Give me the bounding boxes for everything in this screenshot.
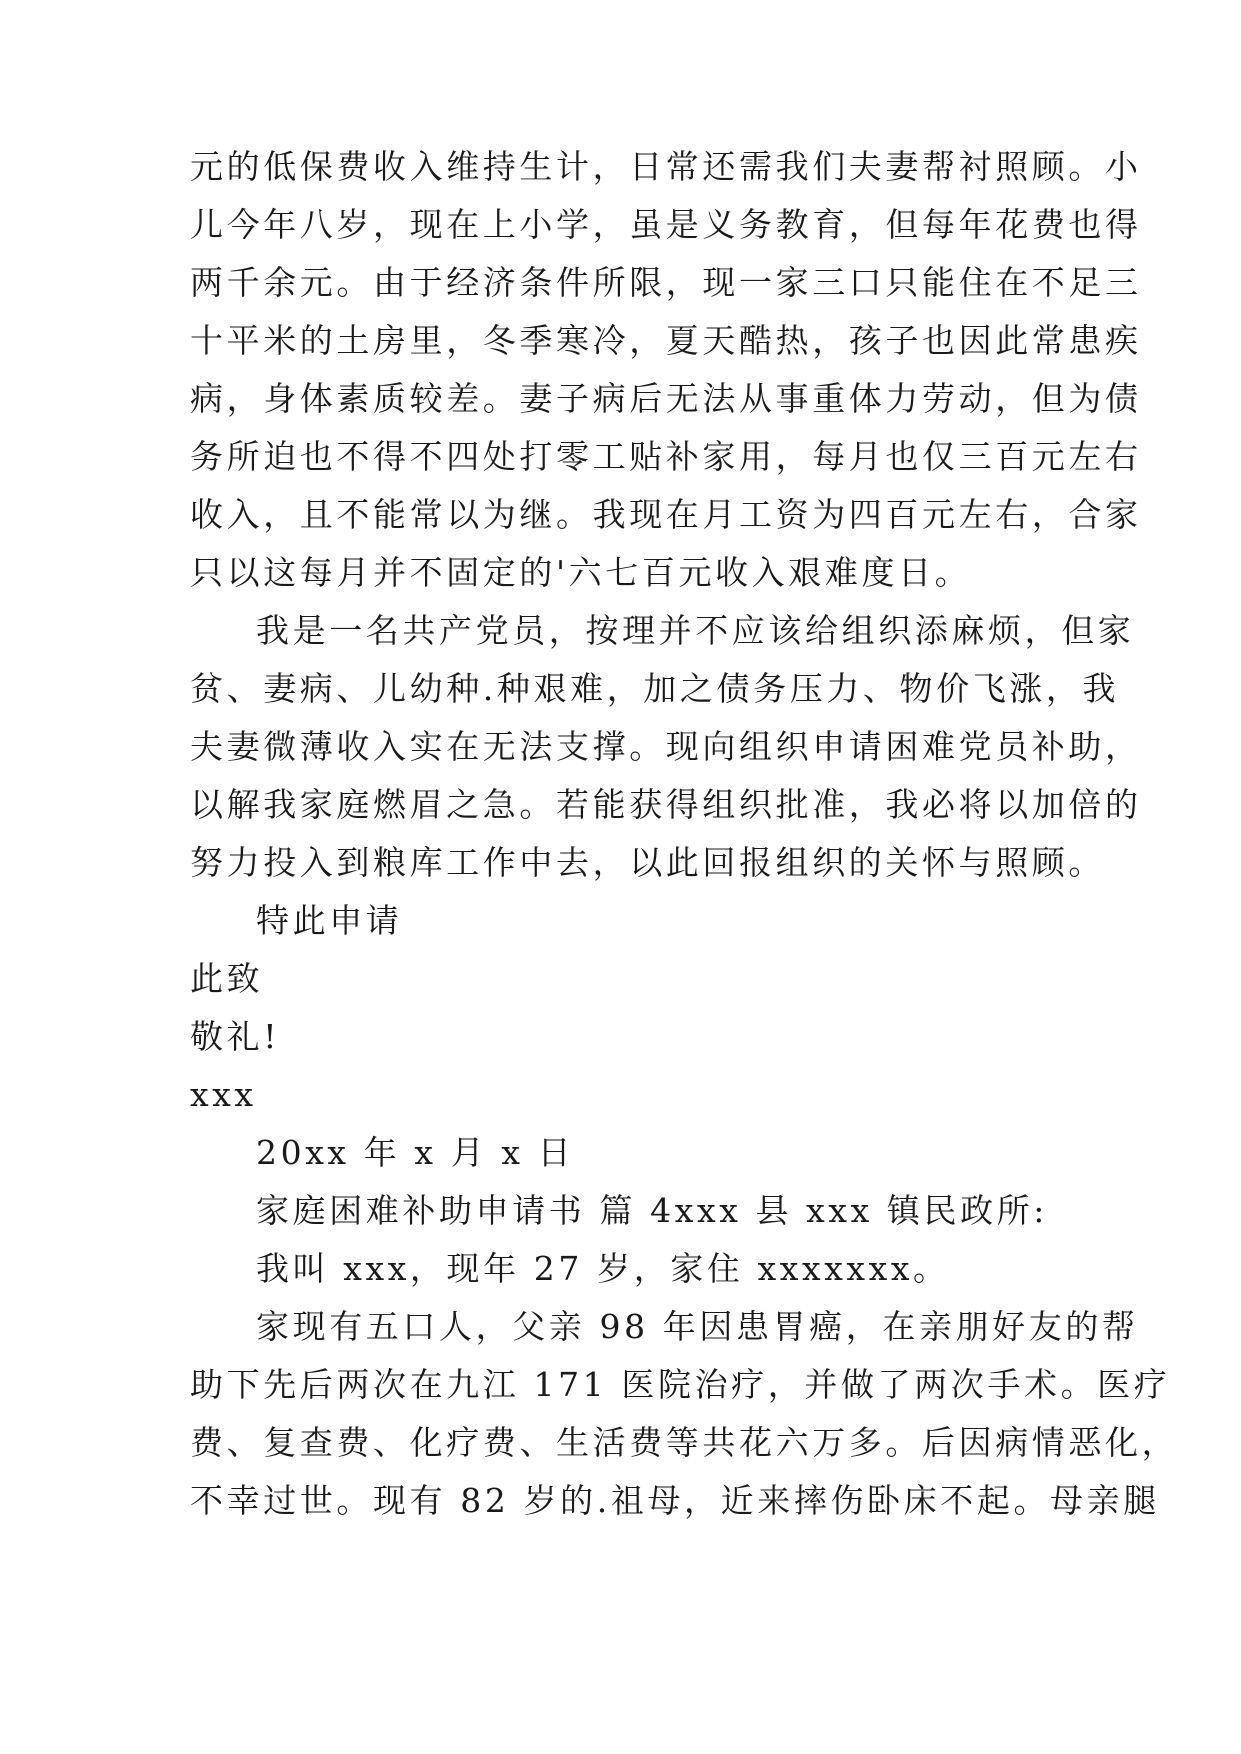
signature-name: xxx [190,1075,257,1114]
text-line: 以解我家庭燃眉之急。若能获得组织批准，我必将以加倍的 [190,785,1142,824]
text-line: 贫、妻病、儿幼种.种艰难，加之债务压力、物价飞涨，我 [190,669,1120,708]
text-line: 夫妻微薄收入实在无法支撑。现向组织申请困难党员补助， [190,727,1142,766]
text-line: 收入，且不能常以为继。我现在月工资为四百元左右，合家 [190,495,1142,534]
text-line: 只以这每月并不固定的'六七百元收入艰难度日。 [190,553,972,592]
text-line: 不幸过世。现有 82 岁的.祖母，近来摔伤卧床不起。母亲腿 [190,1481,1160,1520]
text-line: 费、复查费、化疗费、生活费等共花六万多。后因病情恶化， [190,1423,1179,1462]
salutation-ci-zhi: 此致 [190,959,264,998]
signature-date: 20xx 年 x 月 x 日 [256,1133,575,1172]
closing-request: 特此申请 [256,901,403,940]
paragraph-start-line: 我叫 xxx，现年 27 岁，家住 xxxxxxx。 [256,1249,950,1288]
text-line: 两千余元。由于经济条件所限，现一家三口只能住在不足三 [190,263,1142,302]
text-line: 务所迫也不得不四处打零工贴补家用，每月也仅三百元左右 [190,437,1142,476]
text-line: 儿今年八岁，现在上小学，虽是义务教育，但每年花费也得 [190,205,1142,244]
text-line: 努力投入到粮库工作中去，以此回报组织的关怀与照顾。 [190,843,1105,882]
paragraph-start-line: 家现有五口人，父亲 98 年因患胃癌，在亲朋好友的帮 [256,1307,1139,1346]
text-line: 元的低保费收入维持生计，日常还需我们夫妻帮衬照顾。小 [190,147,1142,186]
text-line: 十平米的土房里，冬季寒冷，夏天酷热，孩子也因此常患疾 [190,321,1142,360]
text-line: 助下先后两次在九江 171 医院治疗，并做了两次手术。医疗 [190,1365,1171,1404]
paragraph-start-line: 我是一名共产党员，按理并不应该给组织添麻烦，但家 [256,611,1135,650]
salutation-jing-li: 敬礼! [190,1017,281,1056]
text-line: 病，身体素质较差。妻子病后无法从事重体力劳动，但为债 [190,379,1142,418]
section-heading: 家庭困难补助申请书 篇 4xxx 县 xxx 镇民政所: [256,1191,1049,1230]
